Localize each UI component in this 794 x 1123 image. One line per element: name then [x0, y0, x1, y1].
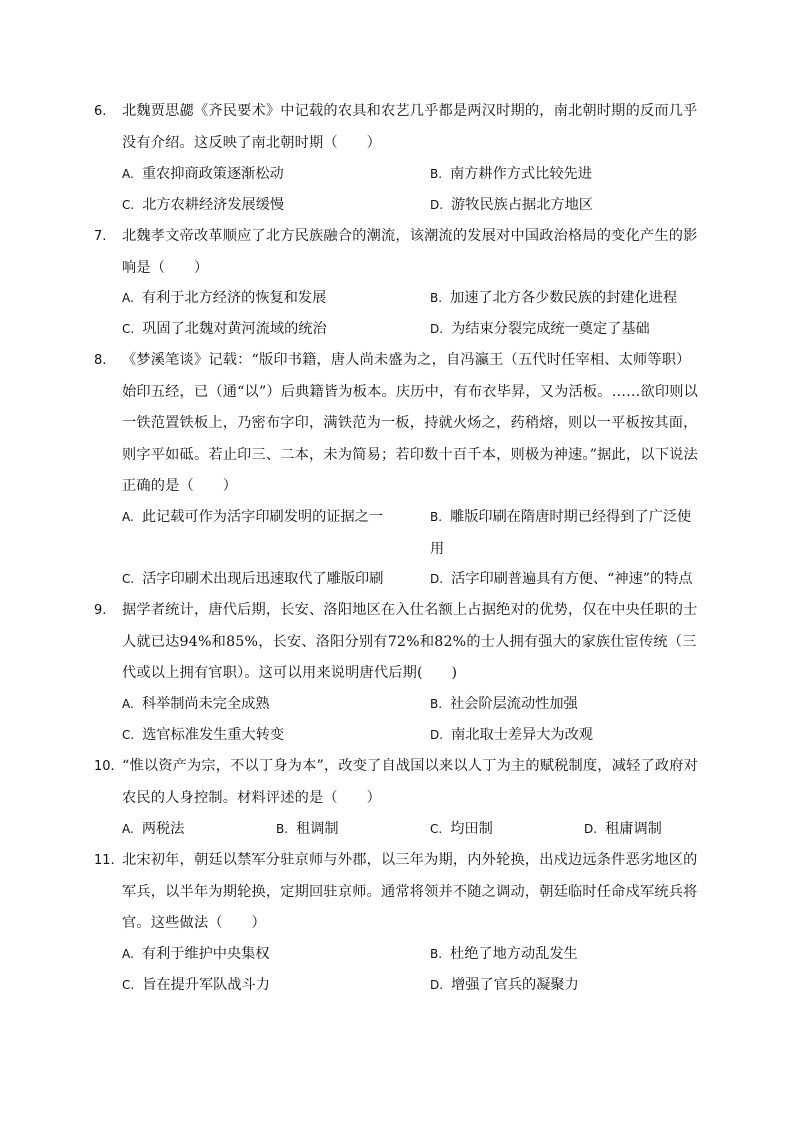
option-letter: A.: [122, 167, 134, 181]
option-c: [122, 313, 327, 345]
option-text: 为结束分裂完成统一奠定了基础: [451, 321, 650, 337]
question-number: 8.: [94, 353, 107, 368]
option-c: [430, 813, 493, 845]
option-b: [430, 282, 677, 314]
option-a: [122, 282, 326, 314]
option-a: [122, 813, 184, 845]
option-text: 租庸调制: [605, 821, 662, 837]
option-text: 两税法: [141, 821, 185, 837]
option-a: [122, 688, 270, 720]
option-letter: D.: [430, 572, 444, 586]
option-letter: D.: [430, 322, 444, 336]
option-text: 北方农耕经济发展缓慢: [142, 197, 285, 213]
option-text: 南方耕作方式比较先进: [450, 166, 592, 182]
option-text: 有利于维护中央集权: [141, 946, 270, 962]
option-letter: D.: [430, 728, 444, 742]
option-text: 均田制: [450, 821, 493, 837]
question-stem: 北宋初年，朝廷以禁军分驻京师与外郡，以三年为期，内外轮换，出戍边远条件恶劣地区的军兵，以半年为期轮换，定期回驻京师。通常将领并不随之调动，朝廷临时任命戍军统兵将官。这些做法（ ）: [122, 852, 698, 931]
option-c: [122, 563, 383, 595]
option-text: 加速了北方各少数民族的封建化进程: [450, 290, 678, 306]
option-b: [276, 813, 339, 845]
option-letter: A.: [122, 510, 134, 524]
option-text: 游牧民族占据北方地区: [451, 197, 593, 213]
option-text: 活字印刷普遍具有方便、“神速”的特点: [451, 571, 693, 587]
option-letter: C.: [122, 322, 135, 336]
option-letter: C.: [122, 572, 135, 586]
option-d: [430, 969, 579, 1001]
option-letter: A.: [122, 822, 134, 836]
question-number: 6.: [94, 104, 107, 119]
option-c: [122, 189, 284, 221]
option-letter: C.: [122, 728, 135, 742]
question-stem: “惟以资产为宗，不以丁身为本”，改变了自战国以来以人丁为主的赋税制度，减轻了政府对农民的人身控制。材料评述的是（ ）: [122, 758, 699, 806]
question-stem: 《梦溪笔谈》记载：“版印书籍，唐人尚未盛为之，自冯瀛王（五代时任宰相、太师等职）始印五经，已（通“以”）后典籍皆为板本。庆历中，有布衣毕昇，又为活板。……欲印则以一铁范置铁板上，乃密布字印，满铁范为一板，持就火炀之，药稍熔，则以一平板按其面，则字平如砥。若止印三、二本，未为简易；若印数十百千本，则极为神速。”据此，以下说法正确的是（ ）: [122, 352, 699, 494]
question-stem: 据学者统计，唐代后期，长安、洛阳地区在入仕名额上占据绝对的优势，仅在中央任职的士人就已达94%和85%，长安、洛阳分别有72%和82%的士人拥有强大的家族仕宦传统（三代或以上拥有官职）。这可以用来说明唐代后期( ): [122, 602, 698, 681]
option-text: 活字印刷术出现后迅速取代了雕版印刷: [142, 571, 384, 587]
option-d: [584, 813, 662, 845]
option-text: 选官标准发生重大转变: [142, 727, 285, 743]
option-text: 雕版印刷在隋唐时期已经得到了广泛使用: [430, 509, 692, 557]
question-number: 9.: [94, 603, 107, 618]
option-text: 租调制: [296, 821, 339, 837]
option-b: [430, 158, 592, 190]
option-letter: B.: [430, 697, 443, 711]
option-letter: B.: [430, 291, 443, 305]
question-stem: 北魏孝文帝改革顺应了北方民族融合的潮流，该潮流的发展对中国政治格局的变化产生的影响是（ ）: [122, 228, 698, 276]
option-b: [430, 938, 578, 970]
option-d: [430, 189, 593, 221]
option-a: [122, 938, 270, 970]
option-letter: A.: [122, 291, 134, 305]
option-text: 重农抑商政策逐渐松动: [141, 166, 284, 182]
option-a: [122, 501, 383, 533]
option-d: [430, 719, 593, 751]
option-letter: B.: [430, 510, 443, 524]
option-letter: C.: [122, 198, 135, 212]
option-letter: B.: [430, 167, 443, 181]
option-text: 科举制尚未完全成熟: [141, 696, 270, 712]
option-letter: C.: [122, 978, 135, 992]
question-number: 7.: [94, 229, 107, 244]
option-letter: D.: [430, 198, 444, 212]
option-text: 社会阶层流动性加强: [450, 696, 578, 712]
option-a: [122, 158, 284, 190]
option-letter: D.: [430, 978, 444, 992]
option-b: [430, 688, 578, 720]
option-letter: C.: [430, 822, 443, 836]
option-d: [430, 563, 693, 595]
question-number: 10.: [94, 759, 115, 774]
option-text: 旨在提升军队战斗力: [142, 977, 270, 993]
option-d: [430, 313, 650, 345]
option-text: 南北取士差异大为改观: [451, 727, 593, 743]
question-number: 11.: [94, 853, 115, 868]
option-letter: B.: [430, 947, 443, 961]
option-c: [122, 719, 284, 751]
option-text: 此记载可作为活字印刷发明的证据之一: [141, 509, 384, 525]
option-text: 巩固了北魏对黄河流域的统治: [142, 321, 327, 337]
option-text: 有利于北方经济的恢复和发展: [141, 290, 327, 306]
option-letter: B.: [276, 822, 289, 836]
option-text: 增强了官兵的凝聚力: [451, 977, 579, 993]
option-c: [122, 969, 270, 1001]
option-letter: A.: [122, 947, 134, 961]
option-letter: D.: [584, 822, 598, 836]
option-letter: A.: [122, 697, 134, 711]
question-stem: 北魏贾思勰《齐民要术》中记载的农具和农艺几乎都是两汉时期的，南北朝时期的反而几乎没有介绍。这反映了南北朝时期（ ）: [122, 103, 698, 151]
option-b: [430, 501, 700, 565]
option-text: 杜绝了地方动乱发生: [450, 946, 578, 962]
